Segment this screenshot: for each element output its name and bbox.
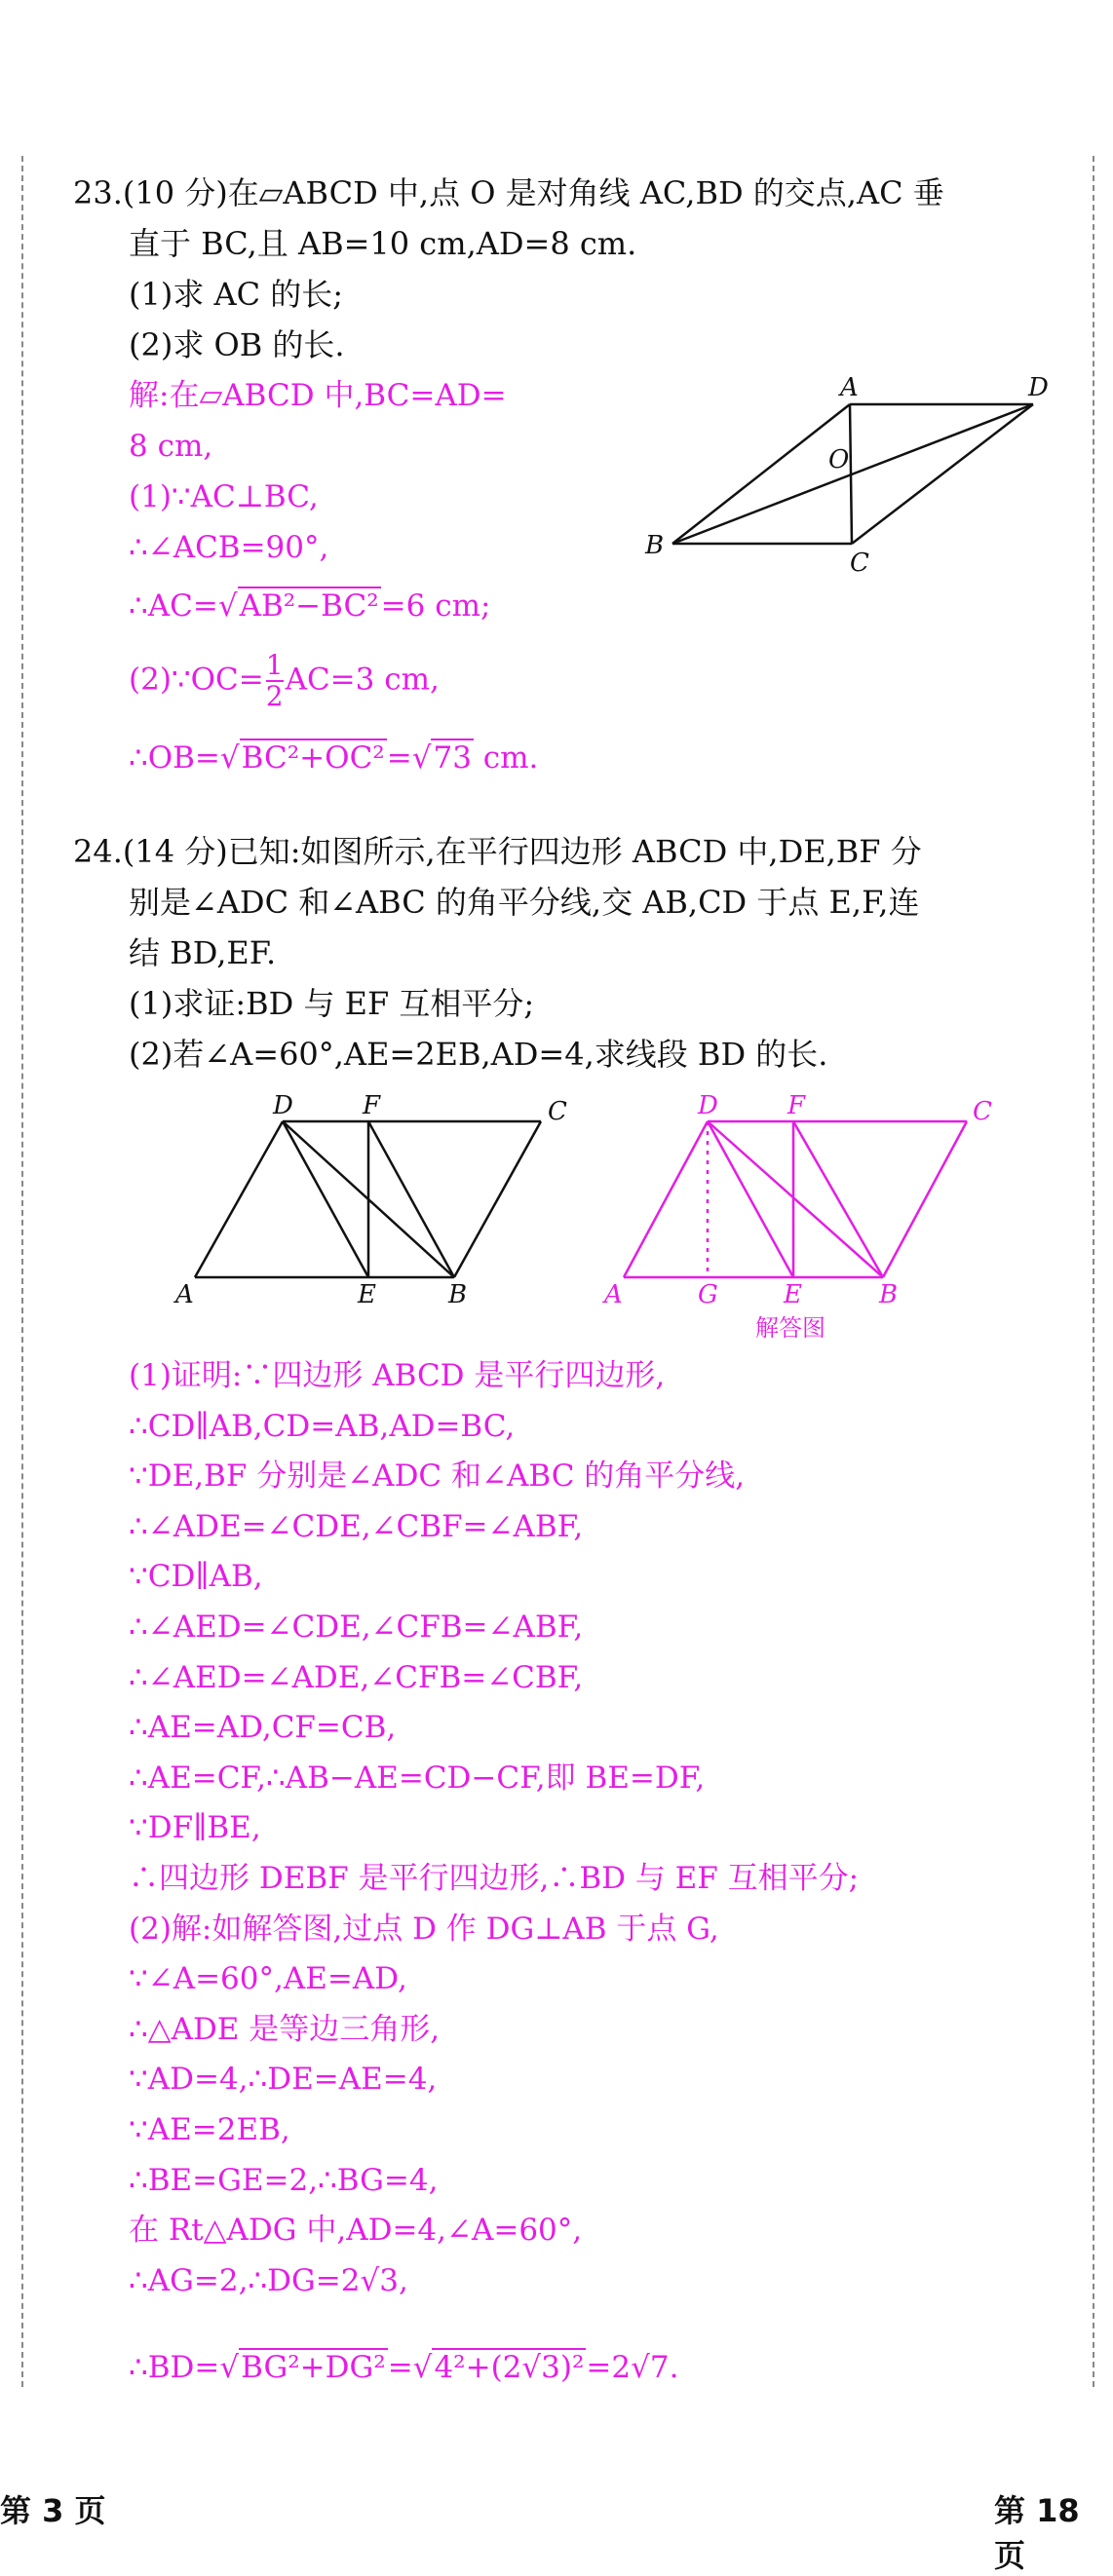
- q24-answer-line: ∴∠ADE=∠CDE,∠CBF=∠ABF,: [129, 1509, 584, 1544]
- sqrt-sign: √: [219, 2350, 240, 2385]
- q23-answer-line2: 8 cm,: [129, 429, 213, 464]
- q23-answer-line6: [129, 651, 440, 711]
- q24-answer-line: ∴四边形 DEBF 是平行四边形,∴BD 与 EF 互相平分;: [129, 1861, 860, 1896]
- label-A: A: [604, 1280, 623, 1309]
- q24-answer-line: 在 Rt△ADG 中,AD=4,∠A=60°,: [129, 2213, 583, 2248]
- q23-ob-label: ∴OB=: [129, 740, 220, 776]
- q23-answer-line3: (1)∵AC⊥BC,: [129, 479, 319, 514]
- label-A: A: [175, 1280, 194, 1309]
- label-F: F: [363, 1091, 381, 1120]
- q24-answer-line: ∵AD=4,∴DE=AE=4,: [129, 2062, 438, 2097]
- q24-answer-line: ∵DE,BF 分别是∠ADC 和∠ABC 的角平分线,: [129, 1458, 746, 1494]
- q24-answer-line: ∴∠AED=∠ADE,∠CFB=∠CBF,: [129, 1660, 584, 1695]
- label-C: C: [850, 549, 869, 575]
- q23-answer-line7: [129, 737, 538, 779]
- q23-oc-result: AC=3 cm,: [285, 662, 440, 698]
- q24-answer-line: ∴BE=GE=2,∴BG=4,: [129, 2163, 439, 2198]
- q23-stem-line1: 23.(10 分)在▱ABCD 中,点 O 是对角线 AC,BD 的交点,AC 垂: [73, 174, 944, 211]
- q23-answer-line5: [129, 585, 490, 627]
- label-D: D: [273, 1091, 293, 1120]
- label-B: B: [879, 1280, 899, 1309]
- sqrt-sign: √: [411, 740, 432, 776]
- q24-answer-line: ∵CD∥AB,: [129, 1559, 263, 1594]
- q24-answer-line: ∴∠AED=∠CDE,∠CFB=∠ABF,: [129, 1610, 584, 1645]
- label-F: F: [787, 1091, 806, 1120]
- q24-answer-line: (1)证明:∵四边形 ABCD 是平行四边形,: [129, 1358, 666, 1393]
- q24-answer-line: ∵DF∥BE,: [129, 1810, 261, 1845]
- label-A: A: [840, 373, 859, 402]
- q23-parallelogram-figure: [633, 370, 1053, 575]
- label-G: G: [698, 1280, 718, 1309]
- q24-sub1: (1)求证:BD 与 EF 互相平分;: [129, 985, 535, 1022]
- left-dashed-margin: [21, 156, 23, 2387]
- fraction-denominator: 2: [265, 680, 284, 712]
- right-dashed-margin: [1093, 156, 1094, 2387]
- q24-answer-line: ∴△ADE 是等边三角形,: [129, 2012, 441, 2047]
- q24-answer-line: ∴CD∥AB,CD=AB,AD=BC,: [129, 1409, 516, 1444]
- q24-answer-line: ∴AE=CF,∴AB−AE=CD−CF,即 BE=DF,: [129, 1761, 706, 1796]
- q23-ac-radicand: AB²−BC²: [239, 588, 379, 624]
- sqrt-sign: √: [412, 2350, 433, 2385]
- q24-answer-line: (2)解:如解答图,过点 D 作 DG⊥AB 于点 G,: [129, 1912, 719, 1947]
- q24-solution-figure: [585, 1086, 1014, 1349]
- label-D: D: [698, 1091, 718, 1120]
- q24-bd-equals: =: [387, 2350, 413, 2385]
- solution-figure-caption: 解答图: [755, 1314, 825, 1342]
- q23-stem-line2: 直于 BC,且 AB=10 cm,AD=8 cm.: [129, 225, 637, 262]
- label-O: O: [828, 445, 850, 474]
- q24-bd-radicand1: BG²+DG²: [241, 2350, 386, 2385]
- label-E: E: [784, 1280, 802, 1309]
- sqrt-sign: √: [219, 740, 240, 776]
- q23-oc-label: (2)∵OC=: [129, 662, 264, 698]
- q23-ob-unit: cm.: [473, 740, 539, 776]
- fraction-half: [266, 651, 284, 711]
- q23-ob-equals: =: [386, 740, 412, 776]
- q24-answer-line: ∵AE=2EB,: [129, 2112, 290, 2147]
- q24-figure: [166, 1086, 585, 1310]
- q23-answer-line4: ∴∠ACB=90°,: [129, 530, 329, 565]
- q24-answer-line: ∵∠A=60°,AE=AD,: [129, 1961, 407, 1996]
- q23-ob-radicand2: 73: [433, 740, 472, 776]
- label-B: B: [448, 1280, 468, 1309]
- q24-bd-label: ∴BD=: [129, 2350, 220, 2385]
- fraction-numerator: 1: [265, 649, 284, 681]
- q24-stem-line1: 24.(14 分)已知:如图所示,在平行四边形 ABCD 中,DE,BF 分: [73, 833, 922, 870]
- q24-stem-line3: 结 BD,EF.: [129, 934, 277, 971]
- q23-ac-result: =6 cm;: [380, 588, 491, 624]
- q23-ac-label: ∴AC=: [129, 588, 218, 624]
- q24-answer-line: ∴AE=AD,CF=CB,: [129, 1710, 397, 1745]
- q24-sub2: (2)若∠A=60°,AE=2EB,AD=4,求线段 BD 的长.: [129, 1036, 828, 1073]
- q24-bd-radicand2: 4²+(2√3)²: [434, 2350, 585, 2385]
- label-D: D: [1028, 373, 1049, 402]
- label-E: E: [358, 1280, 376, 1309]
- q24-bd-result: =2√7.: [586, 2350, 679, 2385]
- q23-sub2: (2)求 OB 的长.: [129, 326, 345, 363]
- q23-ob-radicand: BC²+OC²: [241, 740, 385, 776]
- q24-answer-line: ∴AG=2,∴DG=2√3,: [129, 2263, 408, 2298]
- page-number-right: 第 18 页: [994, 2492, 1080, 2574]
- sqrt-sign: √: [217, 588, 238, 624]
- q24-answer-last-line: [129, 2346, 678, 2389]
- label-C: C: [973, 1097, 992, 1126]
- q23-sub1: (1)求 AC 的长;: [129, 276, 344, 313]
- label-C: C: [548, 1097, 567, 1126]
- q24-stem-line2: 别是∠ADC 和∠ABC 的角平分线,交 AB,CD 于点 E,F,连: [129, 884, 920, 921]
- label-B: B: [645, 531, 665, 560]
- page-number-left: 第 3 页: [0, 2492, 106, 2529]
- q23-answer-line1: 解:在▱ABCD 中,BC=AD=: [129, 378, 507, 413]
